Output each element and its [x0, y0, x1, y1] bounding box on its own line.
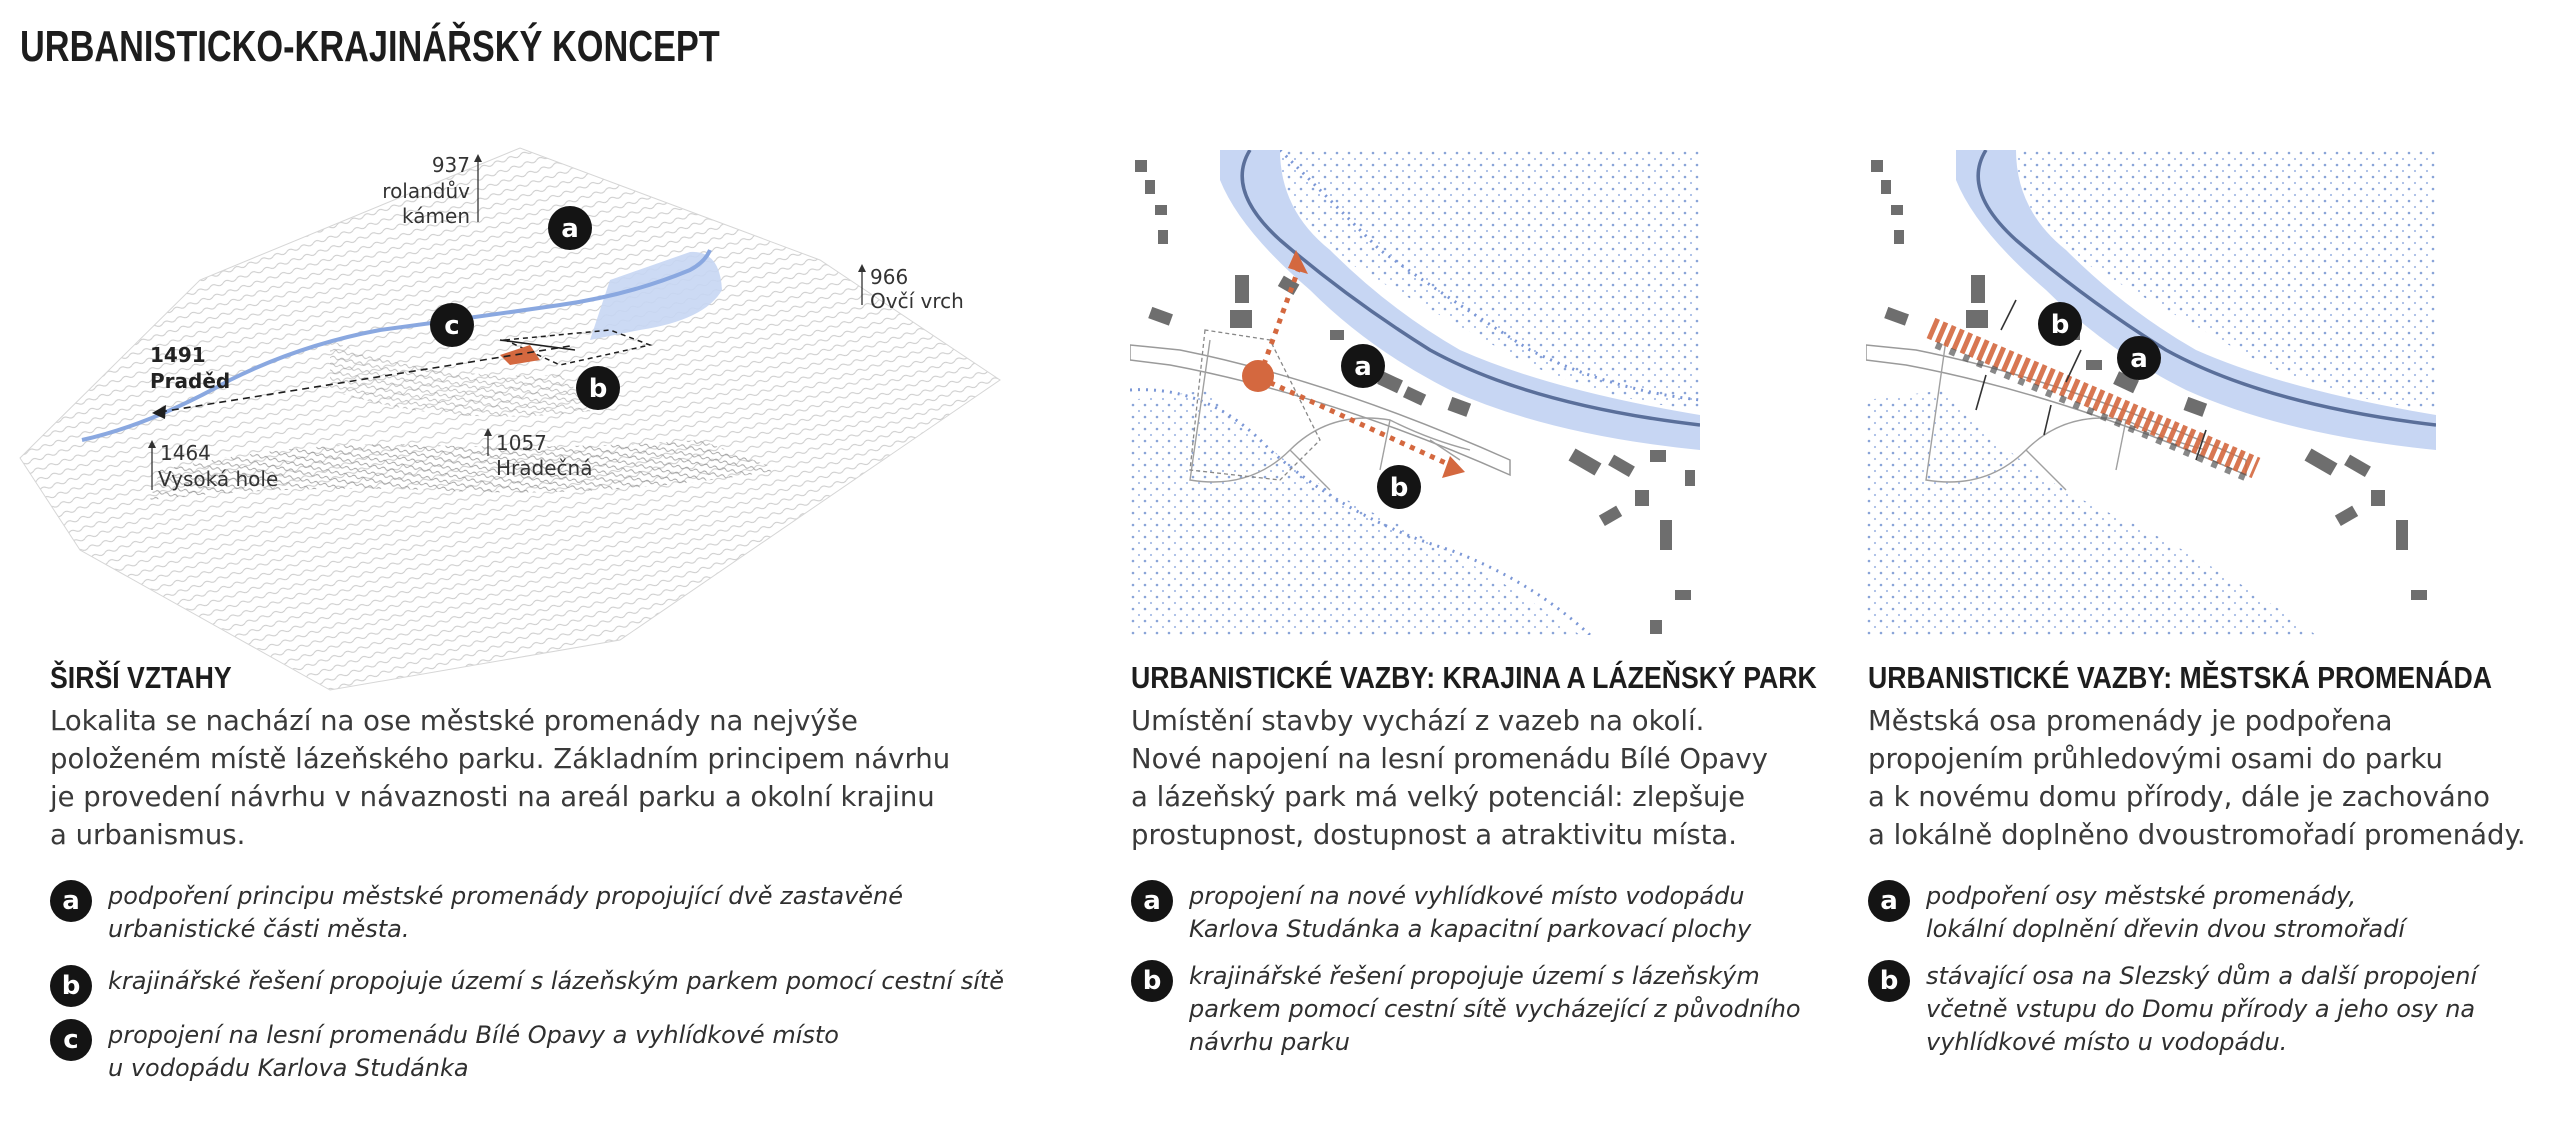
section-title-krajina: URBANISTICKÉ VAZBY: KRAJINA A LÁZEŇSKÝ PARK [1131, 660, 1817, 695]
peak-value: 966 [870, 265, 909, 289]
bullet-text: krajinářské řešení propojuje území s lázeňským parkem pomocí cestní sítě vycházející z původního návrhu parku [1189, 962, 1801, 1056]
marker-a [2117, 336, 2161, 380]
bullet-text: podpoření principu městské promenády propojující dvě zastavěné urbanistické části města. [108, 882, 904, 943]
peak-value: 937 [431, 153, 470, 177]
bullet-item [1131, 960, 1801, 1059]
paragraph-line: Nové napojení na lesní promenádu Bílé Opavy [1131, 743, 1768, 775]
svg-text:c: c [444, 311, 460, 341]
bullet-text: propojení na nové vyhlídkové místo vodopádu Karlova Studánka a kapacitní parkovací plochy [1189, 882, 1752, 943]
bullet-badge: b [50, 965, 92, 1007]
peak-name: Vysoká hole [158, 467, 279, 491]
marker-b [2038, 302, 2082, 346]
svg-text:b: b [1389, 473, 1409, 503]
bullet-item [50, 965, 1004, 1007]
arrow-head [1442, 456, 1465, 478]
bullet-badge: b [1868, 960, 1910, 1002]
svg-text:b: b [588, 374, 608, 404]
peak-value: 1491 [150, 343, 206, 367]
page-title: URBANISTICKO-KRAJINÁŘSKÝ KONCEPT [20, 22, 720, 71]
section-paragraph [1131, 702, 1831, 854]
bullet-badge: a [1868, 880, 1910, 922]
svg-text:b: b [2050, 310, 2070, 340]
bullet-text: krajinářské řešení propojuje území s lázeňským parkem pomocí cestní sítě [108, 967, 1005, 995]
site-point [1242, 360, 1274, 392]
peak-name: Hradečná [496, 456, 593, 480]
section-paragraph [1868, 702, 2558, 854]
svg-text:a: a [561, 214, 579, 244]
section-title-promenada: URBANISTICKÉ VAZBY: MĚSTSKÁ PROMENÁDA [1868, 660, 2493, 695]
marker-b [1377, 465, 1421, 509]
paragraph-line: položeném místě lázeňského parku. Základním principem návrhu [50, 743, 951, 775]
connection-arrow-a [1260, 265, 1300, 375]
bullet-item [1868, 960, 2477, 1059]
paragraph-line: Lokalita se nachází na ose městské promenády na nejvýše [50, 705, 858, 737]
section-paragraph [50, 702, 1050, 854]
peak-name: rolandův [382, 179, 470, 203]
peak-966 [858, 264, 964, 313]
bullet-item [1868, 880, 2405, 946]
marker-a [548, 206, 592, 250]
bullet-item [50, 1019, 839, 1085]
peak-value: 1057 [496, 431, 547, 455]
peak-name: kámen [402, 204, 470, 228]
plan-map-promenade [1866, 150, 2436, 635]
paragraph-line: a lázeňský park má velký potenciál: zlepšuje [1131, 781, 1746, 813]
terrain-surface [20, 148, 1000, 690]
paragraph-line: a k novému domu přírody, dále je zachováno [1868, 781, 2490, 813]
bullet-text: podpoření osy městské promenády, lokální doplnění dřevin dvou stromořadí [1926, 882, 2405, 943]
section-title-sirsi-vztahy: ŠIRŠÍ VZTAHY [50, 660, 232, 695]
paragraph-line: a lokálně doplněno dvoustromořadí promenády. [1868, 819, 2526, 851]
bullet-badge: a [50, 880, 92, 922]
paragraph-line: je provedení návrhu v návaznosti na areál parku a okolní krajinu [50, 781, 935, 813]
bullet-text: propojení na lesní promenádu Bílé Opavy a vyhlídkové místo u vodopádu Karlova Studánka [108, 1021, 839, 1082]
bullet-item [1131, 880, 1751, 946]
paragraph-line: propojením průhledovými osami do parku [1868, 743, 2443, 775]
peak-value: 1464 [160, 441, 211, 465]
paragraph-line: Městská osa promenády je podpořena [1868, 705, 2393, 737]
marker-b [576, 366, 620, 410]
bullet-badge: b [1131, 960, 1173, 1002]
peak-name: Praděd [150, 369, 231, 393]
marker-c [430, 303, 474, 347]
paragraph-line: Umístění stavby vychází z vazeb na okolí. [1131, 705, 1705, 737]
bullet-badge: c [50, 1019, 92, 1061]
peak-name: Ovčí vrch [870, 289, 964, 313]
marker-a [1341, 344, 1385, 388]
bullet-badge: a [1131, 880, 1173, 922]
svg-text:a: a [1354, 352, 1372, 382]
bullet-item [50, 880, 903, 946]
bullet-text: stávající osa na Slezský dům a další propojení včetně vstupu do Domu přírody a jeho osy na vyhlídkové místo u vodopádu. [1926, 962, 2478, 1056]
paragraph-line: prostupnost, dostupnost a atraktivitu místa. [1131, 819, 1737, 851]
paragraph-line: a urbanismus. [50, 819, 246, 851]
plan-map-park [1130, 150, 1700, 635]
terrain-map [0, 140, 1020, 700]
svg-text:a: a [2130, 344, 2148, 374]
